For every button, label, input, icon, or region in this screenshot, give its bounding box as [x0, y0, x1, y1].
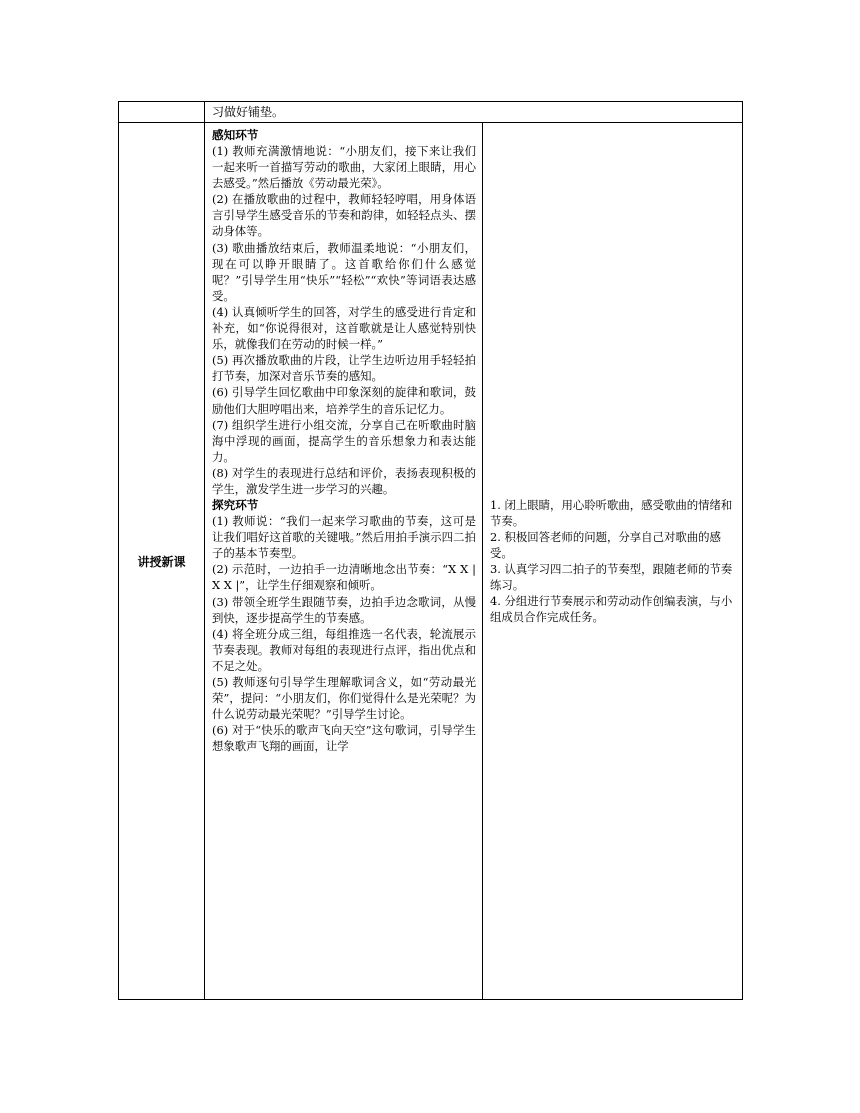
continuation-row — [119, 102, 743, 123]
empty-label-cell — [119, 102, 205, 123]
perception-item-5: (5) 再次播放歌曲的片段，让学生边听边用手轻轻拍打节奏，加深对音乐节奏的感知。 — [212, 353, 476, 384]
perception-item-7: (7) 组织学生进行小组交流，分享自己在听歌曲时脑海中浮现的画面，提高学生的音乐想象力和表达能力。 — [212, 417, 476, 464]
student-activity-1: 1. 闭上眼睛，用心聆听歌曲，感受歌曲的情绪和节奏。 — [490, 497, 733, 528]
exploration-heading: 探究环节 — [212, 498, 259, 513]
continuation-cell — [205, 102, 743, 123]
exploration-item-6: (6) 对于“快乐的歌声飞向天空”这句歌词，引导学生想象歌声飞翔的画面，让学 — [212, 723, 476, 754]
exploration-item-3: (3) 带领全班学生跟随节奏，边拍手边念歌词，从慢到快，逐步提高学生的节奏感。 — [212, 594, 476, 625]
perception-item-8: (8) 对学生的表现进行总结和评价，表扬表现积极的学生，激发学生进一步学习的兴趣。 — [212, 465, 476, 496]
exploration-item-1: (1) 教师说：“我们一起来学习歌曲的节奏，这可是让我们唱好这首歌的关键哦。”然后用拍手演示四二拍子的基本节奏型。 — [212, 514, 476, 561]
perception-item-3: (3) 歌曲播放结束后，教师温柔地说：“小朋友们，现在可以睁开眼睛了。这首歌给你们什么感觉呢？”引导学生用“快乐”“轻松”“欢快”等词语表达感受。 — [212, 240, 476, 303]
perception-item-4: (4) 认真倾听学生的回答，对学生的感受进行肯定和补充，如“你说得很对，这首歌就是让人感觉特别快乐，就像我们在劳动的时候一样。” — [212, 304, 476, 352]
section-label: 讲授新课 — [119, 123, 205, 1000]
perception-item-1: (1) 教师充满激情地说：“小朋友们，接下来让我们一起来听一首描写劳动的歌曲，大家闭上眼睛，用心去感受。”然后播放《劳动最光荣》。 — [212, 144, 476, 191]
exploration-item-4: (4) 将全班分成三组，每组推选一名代表，轮流展示节奏表现。教师对每组的表现进行点评，指出优点和不足之处。 — [212, 626, 476, 673]
perception-heading: 感知环节 — [212, 128, 259, 142]
teacher-activities-cell — [205, 123, 483, 1000]
student-activity-2: 2. 积极回答老师的问题，分享自己对歌曲的感受。 — [490, 529, 721, 560]
student-activity-3: 3. 认真学习四二拍子的节奏型，跟随老师的节奏练习。 — [490, 562, 733, 593]
lesson-plan-table — [118, 101, 743, 1000]
student-activities-cell — [483, 123, 743, 1000]
continuation-text: 习做好铺垫。 — [212, 105, 285, 119]
exploration-item-5: (5) 教师逐句引导学生理解歌词含义，如“劳动最光荣”，提问：“小朋友们，你们觉得什么是光荣呢？为什么说劳动最光荣呢？”引导学生讨论。 — [212, 675, 476, 722]
perception-item-2: (2) 在播放歌曲的过程中，教师轻轻哼唱，用身体语言引导学生感受音乐的节奏和韵律，如轻轻点头、摆动身体等。 — [212, 192, 476, 239]
new-lesson-row — [119, 123, 743, 1000]
exploration-item-2: (2) 示范时，一边拍手一边清晰地念出节奏：“X X | X X |”，让学生仔细观察和倾听。 — [212, 562, 476, 593]
perception-item-6: (6) 引导学生回忆歌曲中印象深刻的旋律和歌词，鼓励他们大胆哼唱出来，培养学生的音乐记忆力。 — [212, 385, 476, 416]
student-activity-4: 4. 分组进行节奏展示和劳动动作创编表演，与小组成员合作完成任务。 — [490, 594, 733, 625]
